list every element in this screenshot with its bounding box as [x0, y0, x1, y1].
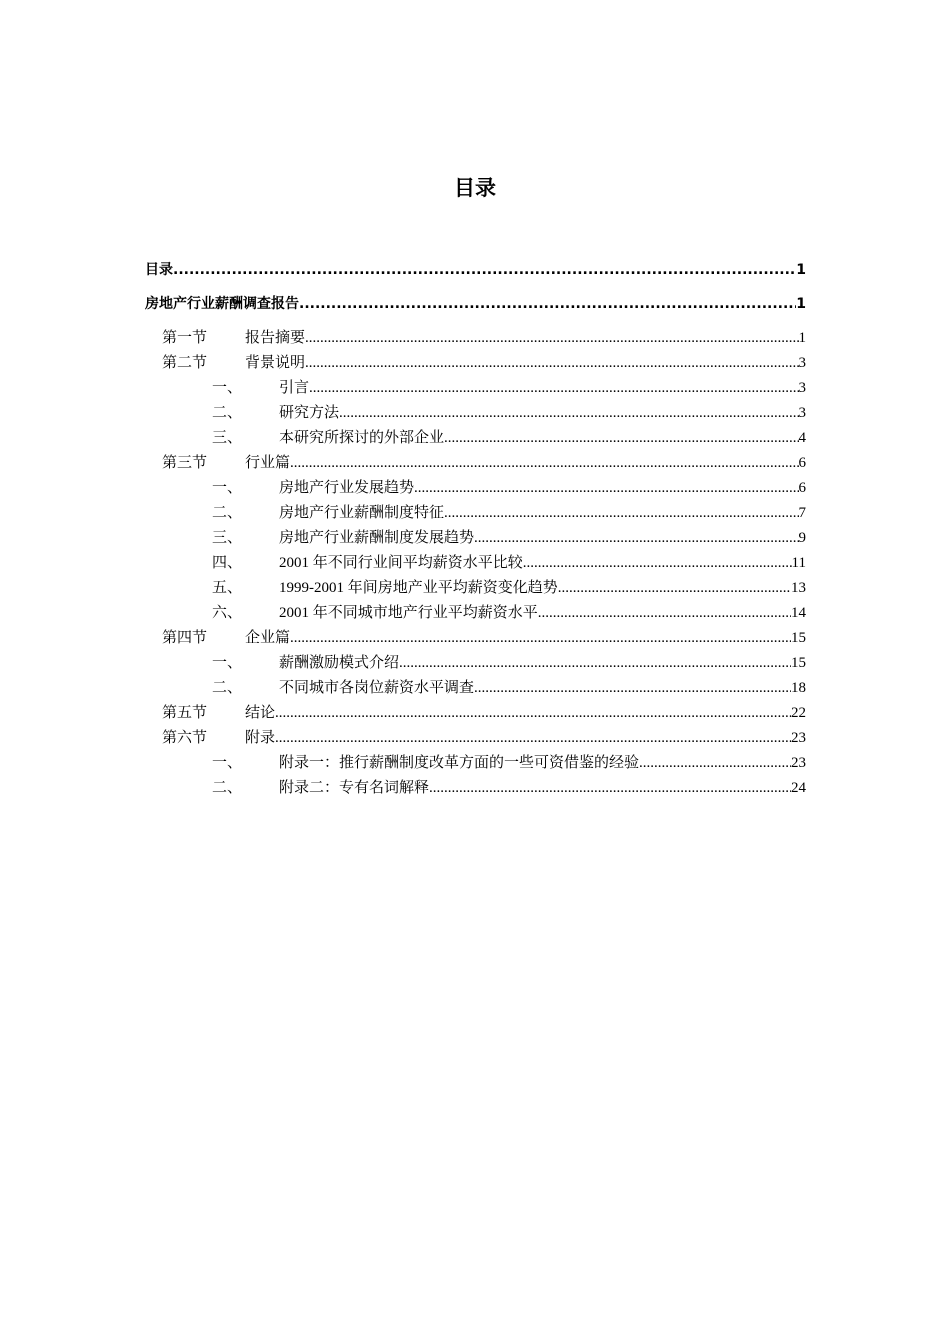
- toc-entry[interactable]: [145, 401, 806, 426]
- toc-leader-dots: [275, 701, 791, 726]
- toc-entry[interactable]: [145, 601, 806, 626]
- toc-entry-number: 三、: [212, 430, 243, 446]
- toc-entry[interactable]: [145, 701, 806, 726]
- toc-entry-label: 房地产行业薪酬制度特征: [279, 505, 445, 521]
- toc-entry-number: 二、: [212, 505, 243, 521]
- toc-entry-number: 一、: [212, 655, 243, 671]
- toc-entry-page: 7: [798, 505, 806, 521]
- toc-leader-dots: [275, 726, 791, 751]
- toc-entry-label: 研究方法: [279, 405, 340, 421]
- toc-entry-page: 14: [791, 605, 806, 621]
- toc-entry-page: 11: [791, 555, 806, 571]
- toc-entry[interactable]: [145, 651, 806, 676]
- toc-entry-page: 3: [798, 380, 806, 396]
- toc-entry[interactable]: [145, 626, 806, 651]
- toc-entry-label: 报告摘要: [245, 330, 306, 346]
- toc-entry[interactable]: [145, 576, 806, 601]
- toc-entry-label: 房地产行业发展趋势: [279, 480, 415, 496]
- toc-entry-label: 结论: [245, 705, 276, 721]
- toc-entry-number: 第一节: [162, 330, 208, 346]
- toc-leader-dots: [339, 401, 798, 426]
- toc-entry-label: 附录二：专有名词解释: [279, 780, 430, 796]
- toc-entry-page: 22: [791, 705, 806, 721]
- toc-entry-number: 第四节: [162, 630, 208, 646]
- table-of-contents: [145, 258, 806, 801]
- toc-entry-page: 13: [791, 580, 806, 596]
- toc-entry-number: 二、: [212, 680, 243, 696]
- toc-entry[interactable]: [145, 726, 806, 751]
- toc-entry-number: 二、: [212, 780, 243, 796]
- page-title: 目录: [454, 176, 496, 200]
- toc-leader-dots: [399, 651, 791, 676]
- toc-entry-number: 六、: [212, 605, 243, 621]
- toc-entry-number: 一、: [212, 755, 243, 771]
- toc-entry[interactable]: [145, 551, 806, 576]
- toc-entry-number: 第二节: [162, 355, 208, 371]
- toc-entry-label: 薪酬激励模式介绍: [279, 655, 400, 671]
- toc-entry-page: 6: [798, 455, 806, 471]
- toc-entry[interactable]: [145, 351, 806, 376]
- toc-entry-label: 引言: [279, 380, 310, 396]
- toc-entry-number: 一、: [212, 480, 243, 496]
- toc-leader-dots: [538, 601, 791, 626]
- toc-leader-dots: [444, 501, 798, 526]
- toc-entry-page: 23: [791, 755, 806, 771]
- toc-entry-number: 一、: [212, 380, 243, 396]
- toc-entry-label: 2001 年不同行业间平均薪资水平比较: [279, 555, 523, 571]
- toc-leader-dots: [558, 576, 791, 601]
- toc-entry[interactable]: [145, 776, 806, 801]
- toc-entry-label: 本研究所探讨的外部企业: [279, 430, 445, 446]
- toc-leader-dots: [305, 326, 798, 351]
- toc-entry-page: 1: [798, 330, 806, 346]
- toc-entry-label: 企业篇: [245, 630, 291, 646]
- toc-entry-label: 目录: [145, 262, 173, 278]
- toc-leader-dots: [290, 451, 798, 476]
- toc-leader-dots: [639, 751, 791, 776]
- toc-entry[interactable]: [145, 476, 806, 501]
- toc-entry-label: 行业篇: [245, 455, 291, 471]
- toc-entry-page: 24: [791, 780, 806, 796]
- toc-leader-dots: [523, 551, 792, 576]
- toc-entry-page: 15: [791, 655, 806, 671]
- toc-leader-dots: [429, 776, 791, 801]
- toc-entry-label: 附录: [245, 730, 276, 746]
- toc-leader-dots: [299, 292, 796, 316]
- toc-entry-label: 房地产行业薪酬制度发展趋势: [279, 530, 475, 546]
- toc-entry-label: 2001 年不同城市地产行业平均薪资水平: [279, 605, 538, 621]
- toc-entry[interactable]: [145, 258, 806, 282]
- toc-leader-dots: [444, 426, 798, 451]
- toc-entry-number: 第五节: [162, 705, 208, 721]
- toc-entry-label: 附录一：推行薪酬制度改革方面的一些可资借鉴的经验: [279, 755, 640, 771]
- toc-entry[interactable]: [145, 751, 806, 776]
- toc-entry-label: 房地产行业薪酬调查报告: [145, 296, 299, 312]
- toc-entry-page: 6: [798, 480, 806, 496]
- toc-entry-number: 三、: [212, 530, 243, 546]
- toc-entry-label: 1999-2001 年间房地产业平均薪资变化趋势: [279, 580, 558, 596]
- toc-entry[interactable]: [145, 292, 806, 316]
- toc-entry-page: 3: [798, 405, 806, 421]
- toc-entry[interactable]: [145, 676, 806, 701]
- toc-entry-page: 15: [791, 630, 806, 646]
- toc-entry-number: 第三节: [162, 455, 208, 471]
- toc-entry[interactable]: [145, 526, 806, 551]
- toc-entry-page: 1: [796, 296, 806, 312]
- toc-leader-dots: [474, 526, 798, 551]
- toc-entry-label: 不同城市各岗位薪资水平调查: [279, 680, 475, 696]
- toc-entry[interactable]: [145, 501, 806, 526]
- toc-entry-number: 二、: [212, 405, 243, 421]
- toc-entry-number: 五、: [212, 580, 243, 596]
- toc-entry-page: 23: [791, 730, 806, 746]
- toc-entry-page: 18: [791, 680, 806, 696]
- toc-entry[interactable]: [145, 326, 806, 351]
- toc-entry-page: 4: [798, 430, 806, 446]
- toc-entry[interactable]: [145, 451, 806, 476]
- toc-leader-dots: [414, 476, 798, 501]
- toc-entry-label: 背景说明: [245, 355, 306, 371]
- toc-leader-dots: [309, 376, 798, 401]
- toc-entry-number: 第六节: [162, 730, 208, 746]
- toc-entry-number: 四、: [212, 555, 243, 571]
- toc-leader-dots: [173, 258, 796, 282]
- toc-entry-page: 9: [798, 530, 806, 546]
- toc-entry-page: 1: [796, 262, 806, 278]
- toc-entry-page: 3: [798, 355, 806, 371]
- toc-entry[interactable]: [145, 376, 806, 401]
- toc-leader-dots: [474, 676, 791, 701]
- toc-leader-dots: [290, 626, 791, 651]
- toc-leader-dots: [305, 351, 798, 376]
- toc-entry[interactable]: [145, 426, 806, 451]
